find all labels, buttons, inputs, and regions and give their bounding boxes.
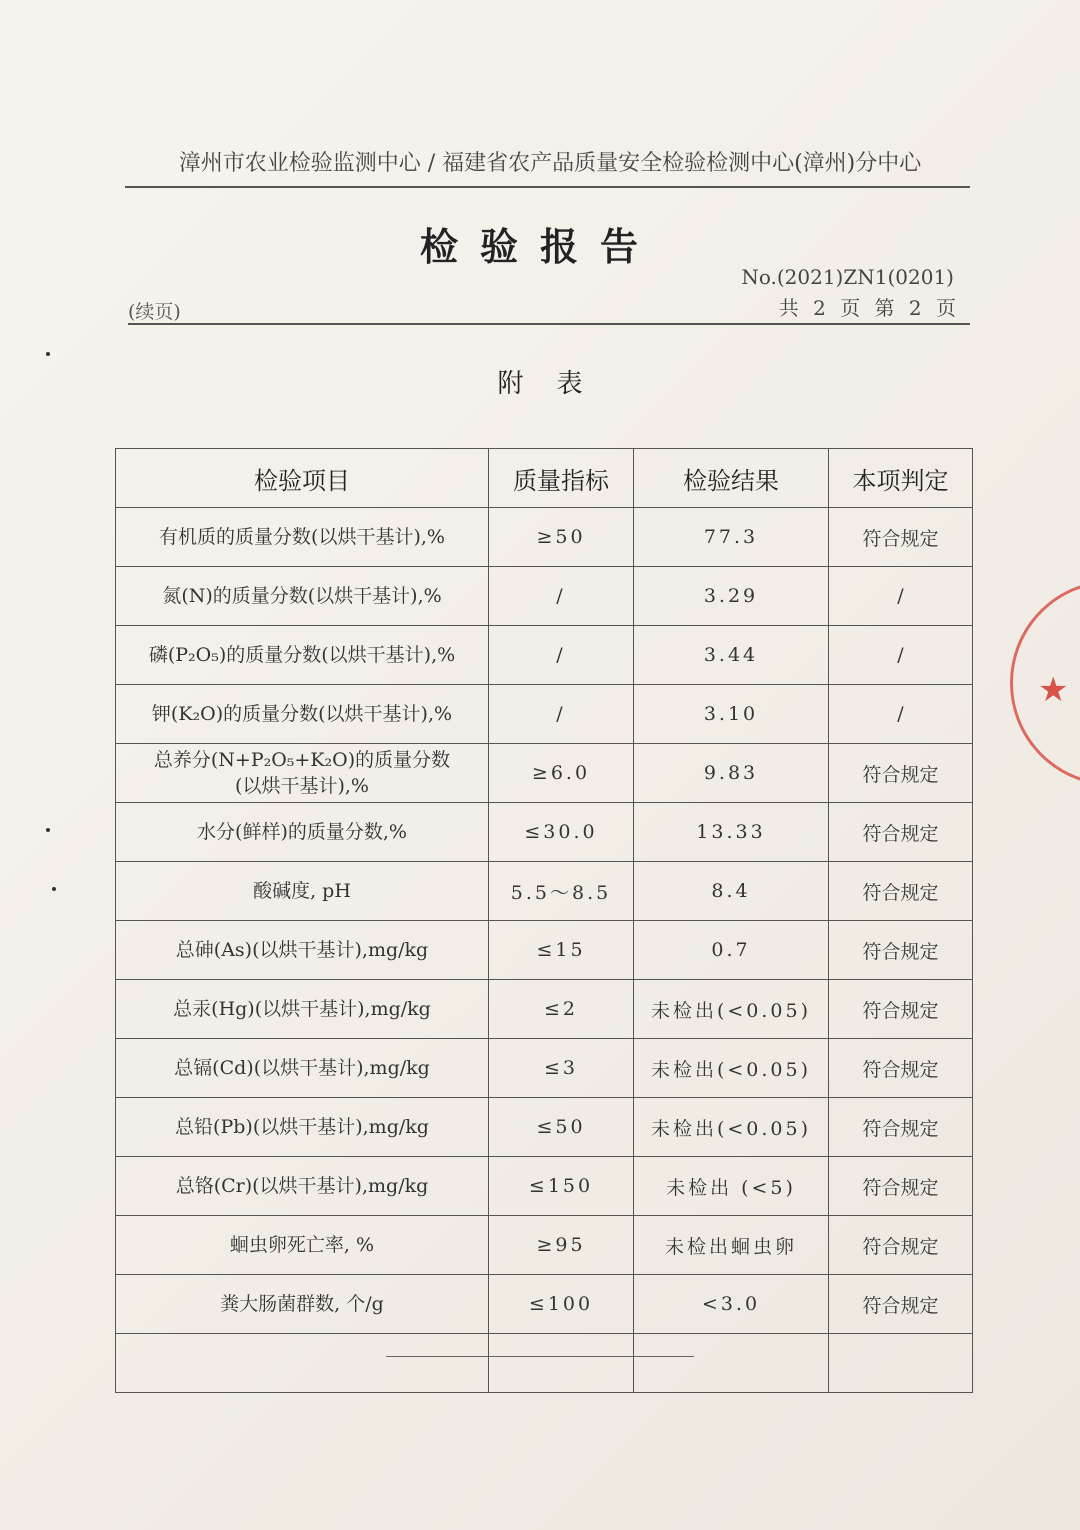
item-cell: 总砷(As)(以烘干基计),mg/kg [116, 921, 489, 980]
result-cell [634, 1334, 829, 1393]
item-line-1: 总养分(N+P₂O₅+K₂O)的质量分数 [153, 749, 451, 771]
table-row [116, 1216, 973, 1275]
table-row [116, 1157, 973, 1216]
item-cell: 粪大肠菌群数, 个/g [116, 1275, 489, 1334]
judgement-cell: 符合规定 [829, 862, 973, 921]
page-count: 共 2 页 第 2 页 [778, 296, 960, 320]
result-cell: 未检出(<0.05) [634, 1039, 829, 1098]
table-row [116, 921, 973, 980]
table-row [116, 685, 973, 744]
standard-cell: 5.5～8.5 [489, 862, 634, 921]
item-cell [116, 744, 489, 803]
appendix-title: 附 表 [497, 369, 583, 399]
item-cell: 酸碱度, pH [116, 862, 489, 921]
column-header-result: 检验结果 [634, 449, 829, 508]
standard-cell [489, 1334, 634, 1393]
result-cell: 3.44 [634, 626, 829, 685]
result-cell: 未检出(<0.05) [634, 1098, 829, 1157]
item-cell: 水分(鲜样)的质量分数,% [116, 803, 489, 862]
table-row [116, 626, 973, 685]
standard-cell: ≥50 [489, 508, 634, 567]
judgement-cell: / [829, 685, 973, 744]
judgement-cell: 符合规定 [829, 1157, 973, 1216]
standard-cell: / [489, 626, 634, 685]
result-cell: 3.29 [634, 567, 829, 626]
results-table [115, 448, 973, 1393]
subheader-rule [128, 323, 970, 325]
standard-cell: ≤15 [489, 921, 634, 980]
column-header-judgement: 本项判定 [829, 449, 973, 508]
organization-header: 漳州市农业检验监测中心 / 福建省农产品质量安全检验检测中心(漳州)分中心 [178, 151, 922, 176]
table-row [116, 567, 973, 626]
item-cell: 蛔虫卵死亡率, % [116, 1216, 489, 1275]
item-line-2: (以烘干基计),% [235, 775, 369, 797]
judgement-cell: 符合规定 [829, 744, 973, 803]
judgement-cell: 符合规定 [829, 508, 973, 567]
result-cell: 未检出蛔虫卵 [634, 1216, 829, 1275]
end-rule [386, 1356, 694, 1357]
scan-speck [46, 828, 50, 832]
judgement-cell: / [829, 567, 973, 626]
report-title: 检验报告 [419, 225, 660, 269]
item-cell: 总汞(Hg)(以烘干基计),mg/kg [116, 980, 489, 1039]
judgement-cell: 符合规定 [829, 1216, 973, 1275]
result-cell: 未检出 (<5) [634, 1157, 829, 1216]
result-cell: 8.4 [634, 862, 829, 921]
result-cell: 未检出(<0.05) [634, 980, 829, 1039]
judgement-cell [829, 1334, 973, 1393]
table-row [116, 1039, 973, 1098]
standard-cell: / [489, 685, 634, 744]
table-row [116, 803, 973, 862]
item-cell [116, 1334, 489, 1393]
standard-cell: ≤2 [489, 980, 634, 1039]
standard-cell: ≤50 [489, 1098, 634, 1157]
judgement-cell: 符合规定 [829, 803, 973, 862]
table-row [116, 862, 973, 921]
result-cell: 0.7 [634, 921, 829, 980]
standard-cell: ≤150 [489, 1157, 634, 1216]
judgement-cell: 符合规定 [829, 921, 973, 980]
judgement-cell: 符合规定 [829, 980, 973, 1039]
standard-cell: ≥95 [489, 1216, 634, 1275]
table-row [116, 980, 973, 1039]
continuation-label: (续页) [128, 301, 181, 323]
item-cell: 总镉(Cd)(以烘干基计),mg/kg [116, 1039, 489, 1098]
report-number: No.(2021)ZN1(0201) [741, 265, 954, 289]
scan-speck [52, 887, 56, 891]
judgement-cell: / [829, 626, 973, 685]
standard-cell: ≤3 [489, 1039, 634, 1098]
header-rule [125, 186, 970, 188]
result-cell: 3.10 [634, 685, 829, 744]
result-cell: <3.0 [634, 1275, 829, 1334]
standard-cell: / [489, 567, 634, 626]
column-header-standard: 质量指标 [489, 449, 634, 508]
judgement-cell: 符合规定 [829, 1039, 973, 1098]
standard-cell: ≤30.0 [489, 803, 634, 862]
judgement-cell: 符合规定 [829, 1275, 973, 1334]
table-row [116, 744, 973, 803]
scan-speck [46, 352, 50, 356]
result-cell: 13.33 [634, 803, 829, 862]
column-header-item: 检验项目 [116, 449, 489, 508]
standard-cell: ≤100 [489, 1275, 634, 1334]
table-header-row [116, 449, 973, 508]
standard-cell: ≥6.0 [489, 744, 634, 803]
seal-star-icon: ★ [1038, 670, 1069, 710]
item-cell: 磷(P₂O₅)的质量分数(以烘干基计),% [116, 626, 489, 685]
item-cell: 氮(N)的质量分数(以烘干基计),% [116, 567, 489, 626]
judgement-cell: 符合规定 [829, 1098, 973, 1157]
table-row [116, 1098, 973, 1157]
item-cell: 钾(K₂O)的质量分数(以烘干基计),% [116, 685, 489, 744]
item-cell: 总铅(Pb)(以烘干基计),mg/kg [116, 1098, 489, 1157]
table-row [116, 1334, 973, 1393]
item-cell: 总铬(Cr)(以烘干基计),mg/kg [116, 1157, 489, 1216]
result-cell: 9.83 [634, 744, 829, 803]
item-cell: 有机质的质量分数(以烘干基计),% [116, 508, 489, 567]
result-cell: 77.3 [634, 508, 829, 567]
table-row [116, 1275, 973, 1334]
table-row [116, 508, 973, 567]
